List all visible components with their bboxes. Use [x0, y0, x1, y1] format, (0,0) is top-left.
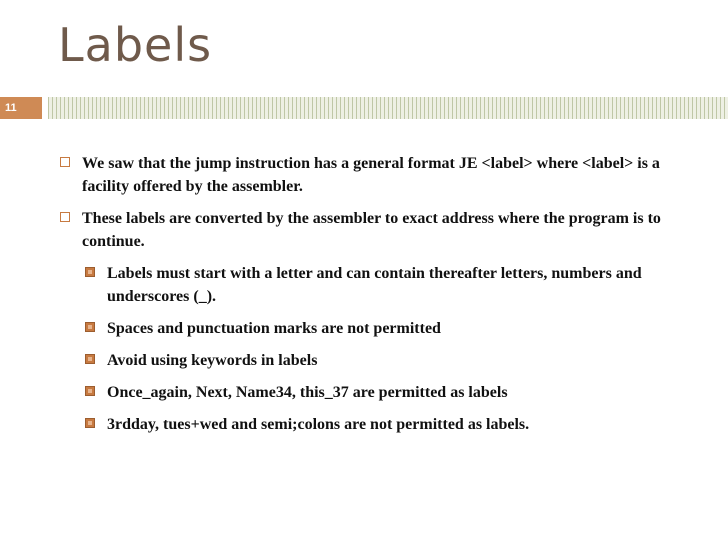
- bullet-item: [60, 207, 700, 253]
- bullet-item: [60, 152, 700, 198]
- filled-square-bullet-icon: [85, 322, 95, 332]
- sub-bullet-item: [85, 317, 700, 340]
- sub-bullet-item: [85, 262, 700, 308]
- sub-bullet-text: 3rdday, tues+wed and semi;colons are not permitted as labels.: [107, 416, 530, 433]
- sub-bullet-text: Spaces and punctuation marks are not permitted: [107, 320, 441, 337]
- bullet-text: We saw that the jump instruction has a general format JE <label> where <label> is a facility offered by the assembler.: [82, 155, 660, 195]
- slide-content: [60, 152, 700, 445]
- filled-square-bullet-icon: [85, 386, 95, 396]
- slide-title: Labels: [58, 18, 213, 72]
- title-underline-band: [48, 97, 728, 119]
- sub-bullet-item: [85, 413, 700, 436]
- filled-square-bullet-icon: [85, 418, 95, 428]
- hollow-square-bullet-icon: [60, 157, 70, 167]
- sub-bullet-text: Avoid using keywords in labels: [107, 352, 318, 369]
- sub-bullet-text: Labels must start with a letter and can contain thereafter letters, numbers and underscores (_).: [107, 265, 642, 305]
- filled-square-bullet-icon: [85, 267, 95, 277]
- hollow-square-bullet-icon: [60, 212, 70, 222]
- filled-square-bullet-icon: [85, 354, 95, 364]
- page-number: 11: [0, 97, 42, 119]
- sub-bullet-text: Once_again, Next, Name34, this_37 are permitted as labels: [107, 384, 508, 401]
- sub-bullet-item: [85, 381, 700, 404]
- sub-bullet-item: [85, 349, 700, 372]
- bullet-text: These labels are converted by the assembler to exact address where the program is to continue.: [82, 210, 661, 250]
